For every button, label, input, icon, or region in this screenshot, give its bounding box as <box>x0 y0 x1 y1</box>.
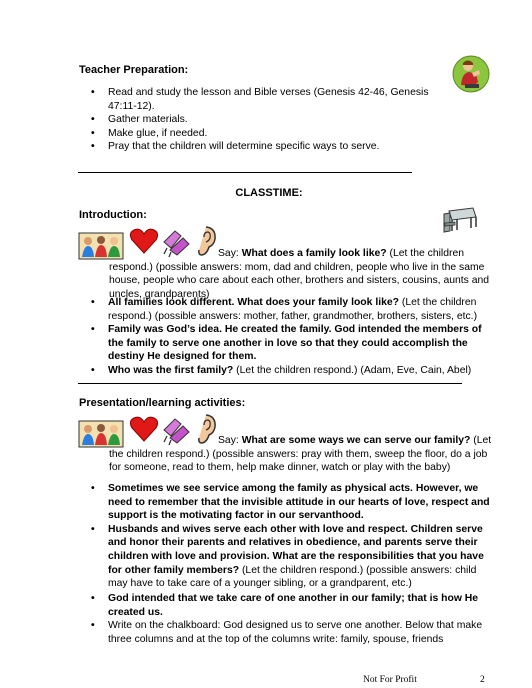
praying-person-icon <box>452 55 490 93</box>
intro-list <box>91 296 495 378</box>
list-item: • Write on the chalkboard: God designed us to serve one another. Below that make three columns and at the top of the columns write: family, spouse, friends <box>91 619 495 646</box>
list-item: • Sometimes we see service among the family as physical acts. However, we need to remember that the invisible attitude in our hearts of love, respect and support is the motivating factor in our servanthood. <box>91 482 495 523</box>
presentation-say-paragraph <box>109 434 494 475</box>
say-rest: (Let the children respond.) (possible answers: mom, dad and children, people who live in the same house, people who care about each other, brothers and sisters, cousins, aunts and uncles, grandparents) <box>109 248 490 300</box>
classtime-heading: CLASSTIME: <box>235 187 303 199</box>
list-item: • Read and study the lesson and Bible verses (Genesis 42-46, Genesis 47:11-12). <box>91 86 431 113</box>
divider <box>78 383 462 384</box>
list-item: • Husbands and wives serve each other with love and respect. Children serve and honor their parents and relatives in obedience, and parents serve their children with love and provision. What are the responsibilities that you have for other family members? (Let the children respond.) (possible answers: child may have to take care of a younger sibling, or a grandparent, etc.) <box>91 523 495 591</box>
say-question: What are some ways we can serve our family? <box>241 435 471 446</box>
say-label: Say: <box>218 435 242 446</box>
presentation-list <box>91 482 495 591</box>
say-label: Say: <box>218 248 242 259</box>
list-item: • All families look different. What does your family look like? (Let the children respond.) (possible answers: mother, father, grandmother, brothers, sisters, etc.) <box>91 296 495 323</box>
say-rest: (Let the children respond.) (possible answers: pray with them, sweep the floor, do a job for someone, read to them, help make dinner, watch or play with the baby) <box>109 435 492 474</box>
list-item: • Gather materials. <box>91 113 431 127</box>
introduction-heading: Introduction: <box>79 209 147 221</box>
footer-text: Not For Profit <box>363 675 417 685</box>
presentation-list-2 <box>91 592 495 646</box>
presentation-heading: Presentation/learning activities: <box>79 397 246 409</box>
page-number: 2 <box>480 675 485 685</box>
divider <box>78 172 412 173</box>
list-item: • God intended that we take care of one another in our family; that is how He created us. <box>91 592 495 619</box>
teacher-prep-list <box>91 86 431 154</box>
list-item: • Make glue, if needed. <box>91 127 431 141</box>
list-item: • Who was the first family? (Let the children respond.) (Adam, Eve, Cain, Abel) <box>91 364 495 378</box>
intro-say-paragraph <box>109 247 494 301</box>
list-item: • Pray that the children will determine specific ways to serve. <box>91 140 431 154</box>
say-question: What does a family look like? <box>241 248 387 259</box>
classroom-desk-icon <box>443 205 479 233</box>
list-item: • Family was God’s idea. He created the family. God intended the members of the family to serve one another in love so that they could accomplish the destiny He designed for them. <box>91 323 495 364</box>
teacher-prep-heading: Teacher Preparation: <box>79 64 189 76</box>
